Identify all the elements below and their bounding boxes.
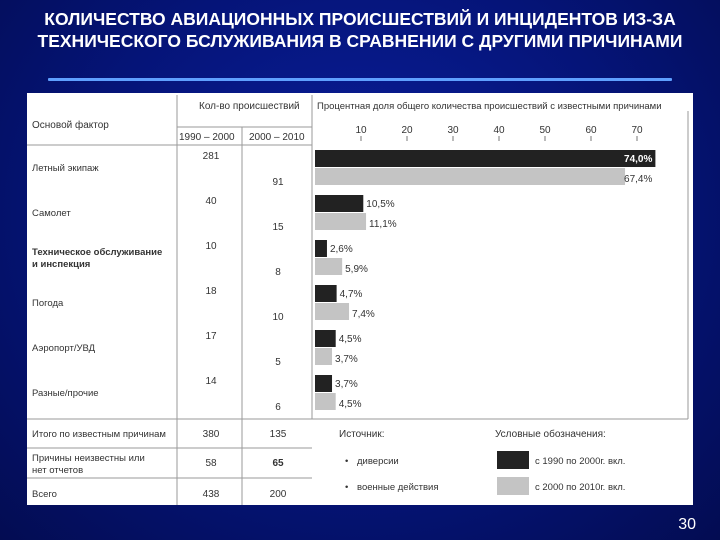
count-period-2: 91 <box>272 177 284 188</box>
percent-header: Процентная доля общего количества происшествий с известными причинами <box>317 101 662 112</box>
unknown-label-line-2: нет отчетов <box>32 465 84 476</box>
legend-swatch-period-1 <box>497 451 529 469</box>
bar-period-2 <box>315 393 336 410</box>
bar-period-2 <box>315 348 332 365</box>
title-divider <box>48 78 672 81</box>
count-period-1: 281 <box>202 151 220 162</box>
value-label-period-2: 67,4% <box>624 174 653 185</box>
total-label: Всего <box>32 489 57 500</box>
legend-bullet: • <box>345 482 349 493</box>
count-period-1: 40 <box>205 196 217 207</box>
legend-source-1: диверсии <box>357 456 399 467</box>
bar-period-1 <box>315 195 363 212</box>
category-rows <box>32 151 284 413</box>
legend-conventions-title: Условные обозначения: <box>495 429 606 440</box>
total-known-2: 135 <box>269 429 287 440</box>
value-label-period-2: 4,5% <box>338 399 362 410</box>
bar-period-1 <box>315 375 332 392</box>
value-label-period-2: 5,9% <box>345 264 368 275</box>
count-header: Кол-во происшествий <box>199 101 300 112</box>
period-2-header: 2000 – 2010 <box>249 132 305 143</box>
value-label-period-1: 2,6% <box>329 244 353 255</box>
legend-bullet: • <box>345 456 349 467</box>
bar-period-2 <box>315 258 342 275</box>
count-period-2: 8 <box>275 267 281 278</box>
count-period-1: 14 <box>205 376 217 387</box>
bar-period-2 <box>315 213 366 230</box>
x-tick-label: 50 <box>539 125 551 136</box>
category-label: Разные/прочие <box>32 388 99 399</box>
value-label-period-1: 4,7% <box>339 289 363 300</box>
factor-header: Основой фактор <box>32 120 109 131</box>
count-period-2: 15 <box>272 222 284 233</box>
total-known-1: 380 <box>202 429 220 440</box>
value-label-period-2: 11,1% <box>369 219 397 230</box>
value-label-period-1: 10,5% <box>366 199 395 210</box>
total-known-label: Итого по известным причинам <box>32 429 166 440</box>
value-label-period-2: 3,7% <box>335 354 358 365</box>
x-tick-label: 30 <box>447 125 459 136</box>
unknown-1: 58 <box>205 458 217 469</box>
unknown-label-line-1: Причины неизвестны или <box>32 453 145 464</box>
bar-period-1 <box>315 285 337 302</box>
count-period-2: 10 <box>272 312 284 323</box>
page-number: 30 <box>678 516 696 533</box>
legend-source-2: военные действия <box>357 482 439 493</box>
count-period-1: 18 <box>205 286 217 297</box>
category-label: Аэропорт/УВД <box>32 343 96 354</box>
legend-period-2: с 2000 по 2010г. вкл. <box>535 482 626 493</box>
x-tick-label: 40 <box>493 125 505 136</box>
table-grid <box>27 95 312 505</box>
category-label: Самолет <box>32 208 71 219</box>
count-period-1: 10 <box>205 241 217 252</box>
category-label: Погода <box>32 298 64 309</box>
period-1-header: 1990 – 2000 <box>179 132 235 143</box>
chart-panel <box>27 93 693 505</box>
bar-period-2 <box>315 168 625 185</box>
x-tick-label: 10 <box>355 125 367 136</box>
total-2: 200 <box>269 489 287 500</box>
bar-period-2 <box>315 303 349 320</box>
legend-period-1: с 1990 по 2000г. вкл. <box>535 456 626 467</box>
bar-period-1 <box>315 240 327 257</box>
legend-swatch-period-2 <box>497 477 529 495</box>
value-label-period-1: 3,7% <box>335 379 358 390</box>
bar-period-1 <box>315 150 655 167</box>
value-label-period-1: 74,0% <box>624 154 653 165</box>
x-tick-label: 20 <box>401 125 413 136</box>
category-label: Техническое обслуживание и инспекция <box>32 247 163 270</box>
x-axis-ticks <box>355 125 643 141</box>
count-period-2: 6 <box>275 402 281 413</box>
value-label-period-1: 4,5% <box>338 334 362 345</box>
legend-source-title: Источник: <box>339 429 385 440</box>
category-label: Летный экипаж <box>32 163 99 174</box>
count-period-2: 5 <box>275 357 281 368</box>
total-1: 438 <box>202 489 220 500</box>
bar-series <box>315 150 655 410</box>
slide-title: КОЛИЧЕСТВО АВИАЦИОННЫХ ПРОИСШЕСТВИЙ И ИНЦИДЕНТОВ ИЗ-ЗА ТЕХНИЧЕСКОГО БСЛУЖИВАНИЯ В СРАВНЕНИИ С ДРУГИМИ ПРИЧИНАМИ <box>37 9 683 51</box>
x-tick-label: 60 <box>585 125 597 136</box>
x-tick-label: 70 <box>631 125 643 136</box>
bar-period-1 <box>315 330 336 347</box>
incidents-chart <box>27 93 693 505</box>
unknown-2: 65 <box>272 458 284 469</box>
count-period-1: 17 <box>205 331 217 342</box>
value-label-period-2: 7,4% <box>352 309 375 320</box>
